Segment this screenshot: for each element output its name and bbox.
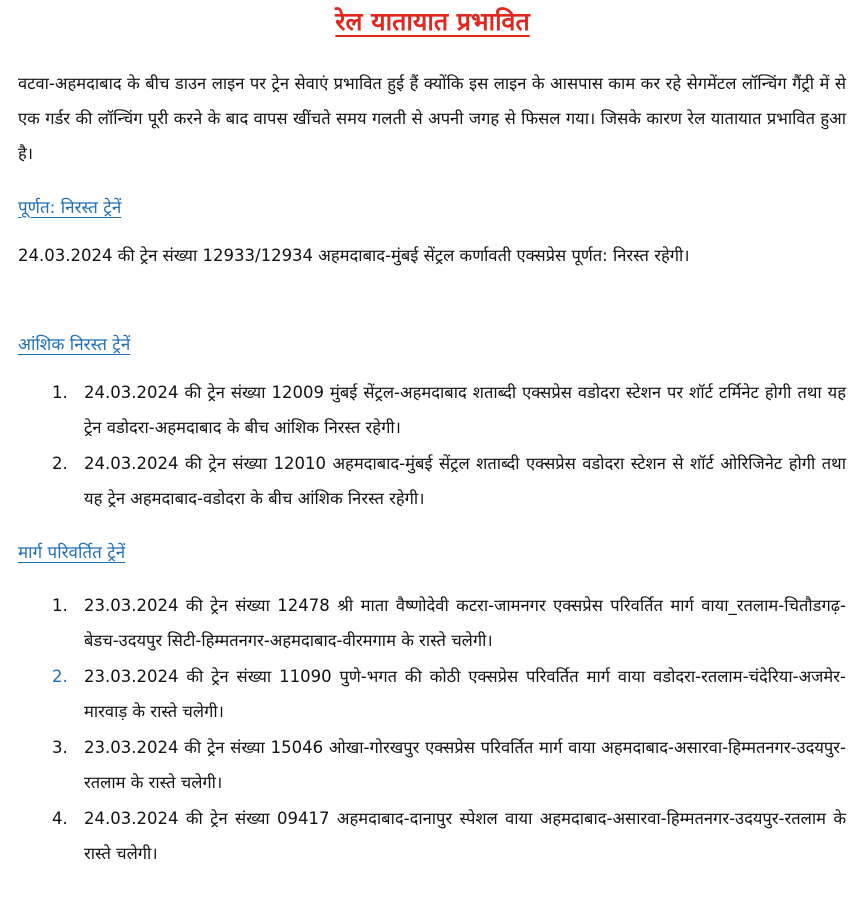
list-item [18, 375, 846, 445]
list-item-text: 24.03.2024 की ट्रेन संख्या 09417 अहमदाबाद-दानापुर स्पेशल वाया अहमदाबाद-असारवा-हिम्मतनगर-उदयपुर-रतलाम के रास्ते चलेगी। [84, 809, 846, 863]
list-number: 3. [52, 738, 68, 757]
list-item [18, 730, 846, 800]
list-number: 2. [52, 667, 68, 686]
heading-partially-cancelled: आंशिक निरस्त ट्रेनें [18, 335, 131, 355]
list-item [18, 659, 846, 729]
partially-cancelled-list [18, 375, 846, 517]
list-number: 2. [52, 454, 68, 473]
list-item-text: 23.03.2024 की ट्रेन संख्या 12478 श्री माता वैष्णोदेवी कटरा-जामनगर एक्सप्रेस परिवर्तित मार्ग वाया_रतलाम-चितौडगढ़-बेडच-उदयपुर सिटी-हिम्मतनगर-अहमदाबाद-वीरमगाम के रास्ते चलेगी। [84, 596, 846, 650]
list-item-text: 23.03.2024 की ट्रेन संख्या 15046 ओखा-गोरखपुर एक्सप्रेस परिवर्तित मार्ग वाया अहमदाबाद-असारवा-हिम्मतनगर-उदयपुर-रतलाम के रास्ते चलेगी। [84, 738, 846, 792]
page-title: रेल यातायात प्रभावित [335, 7, 530, 36]
list-number: 1. [52, 596, 68, 615]
intro-paragraph: वटवा-अहमदाबाद के बीच डाउन लाइन पर ट्रेन सेवाएं प्रभावित हुई हैं क्योंकि इस लाइन के आसपास काम कर रहे सेगमेंटल लॉन्चिंग गैंट्री में से एक गर्डर की लॉन्चिंग पूरी करने के बाद वापस खींचते समय गलती से अपनी जगह से फिसल गया। जिसके कारण रेल यातायात प्रभावित हुआ है। [18, 74, 846, 163]
list-item-text: 24.03.2024 की ट्रेन संख्या 12009 मुंबई सेंट्रल-अहमदाबाद शताब्दी एक्सप्रेस वडोदरा स्टेशन पर शॉर्ट टर्मिनेट होगी तथा यह ट्रेन वडोदरा-अहमदाबाद के बीच आंशिक निरस्त रहेगी। [84, 383, 846, 437]
list-number: 1. [52, 383, 68, 402]
list-item-text: 23.03.2024 की ट्रेन संख्या 11090 पुणे-भगत की कोठी एक्सप्रेस परिवर्तित मार्ग वाया वडोदरा-रतलाम-चंदेरिया-अजमेर-मारवाड़ के रास्ते चलेगी। [84, 667, 846, 721]
heading-diverted: मार्ग परिवर्तित ट्रेनें [18, 543, 126, 563]
fully-cancelled-paragraph: 24.03.2024 की ट्रेन संख्या 12933/12934 अहमदाबाद-मुंबई सेंट्रल कर्णावती एक्सप्रेस पूर्णत: निरस्त रहेगी। [18, 246, 690, 265]
list-item [18, 588, 846, 658]
list-item [18, 801, 846, 871]
list-item [18, 446, 846, 516]
diverted-list [18, 588, 846, 872]
list-item-text: 24.03.2024 की ट्रेन संख्या 12010 अहमदाबाद-मुंबई सेंट्रल शताब्दी एक्सप्रेस वडोदरा स्टेशन से शॉर्ट ओरिजिनेट होगी तथा यह ट्रेन अहमदाबाद-वडोदरा के बीच आंशिक निरस्त रहेगी। [84, 454, 846, 508]
list-number: 4. [52, 809, 68, 828]
heading-fully-cancelled: पूर्णत: निरस्त ट्रेनें [18, 198, 122, 218]
